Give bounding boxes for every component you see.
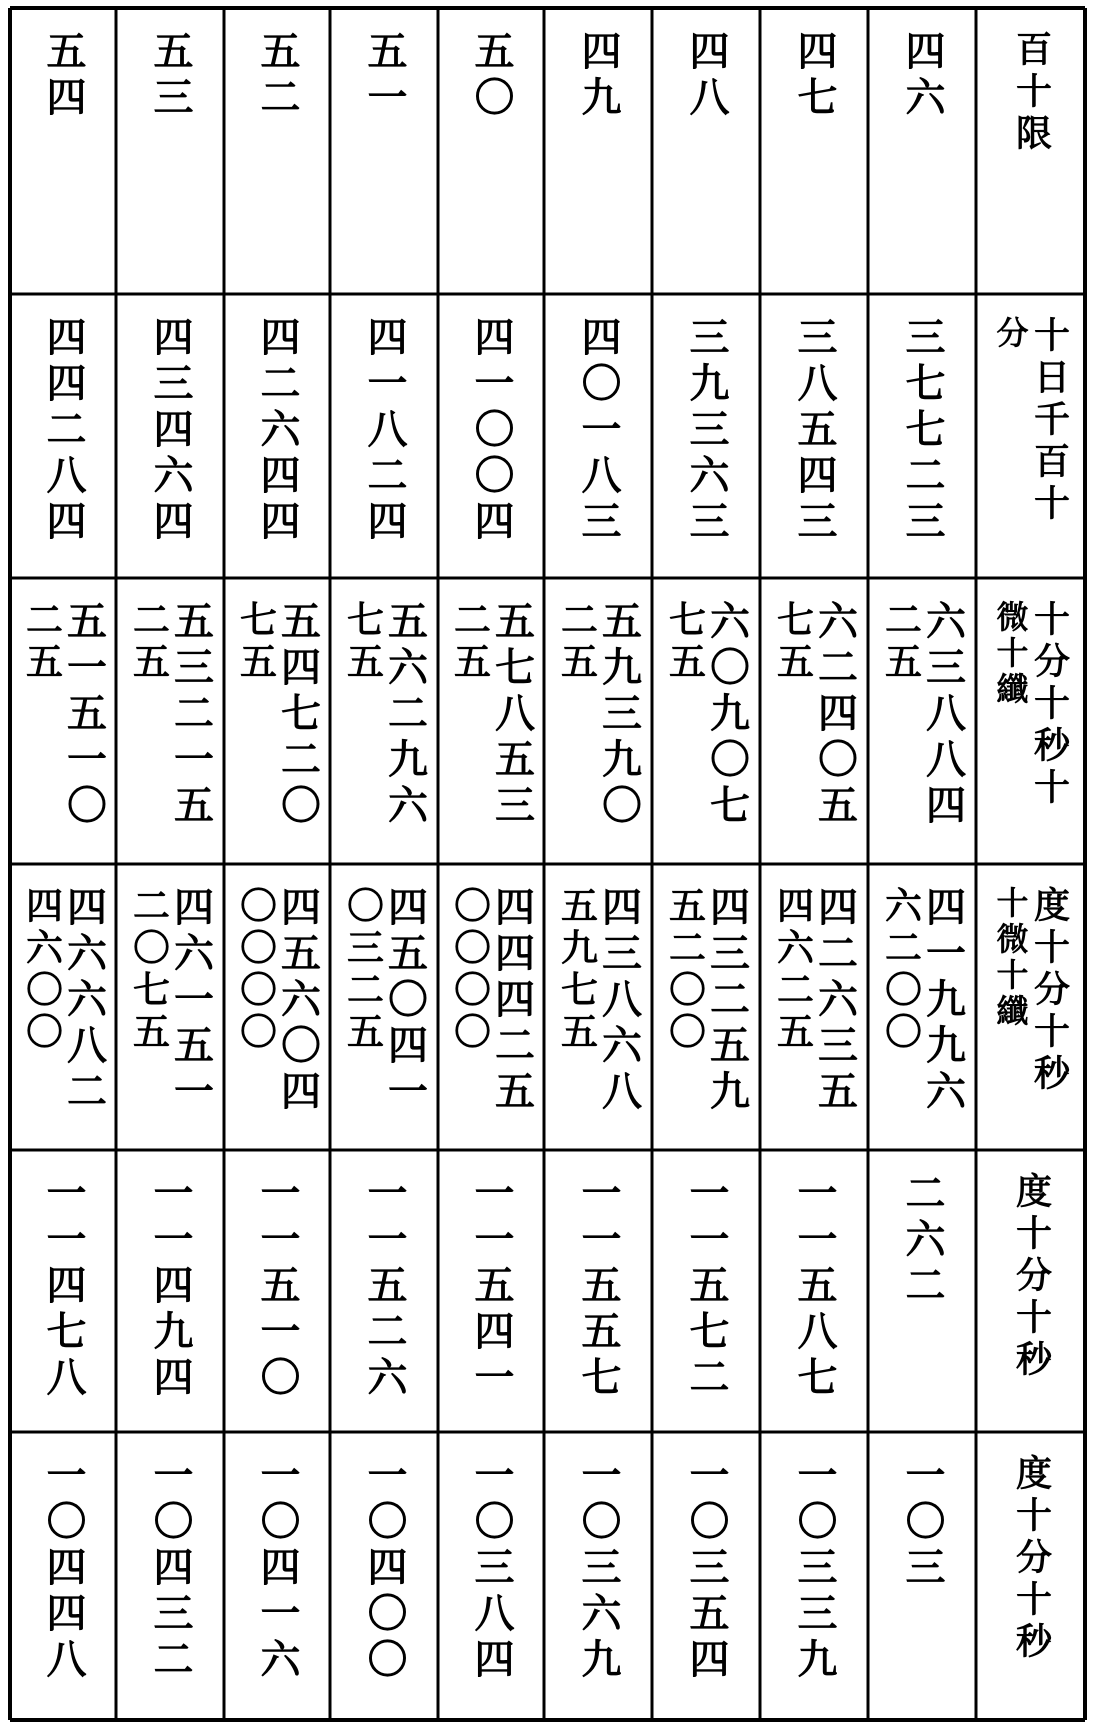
cell-text: 四七 xyxy=(791,30,837,122)
cell-text: 五一 xyxy=(361,30,407,122)
cell-text: 四一九九六 xyxy=(919,886,966,1116)
cell-text: 分 xyxy=(991,316,1030,352)
limit-cell xyxy=(868,8,976,294)
cell-text: 一一五一〇 xyxy=(254,1172,300,1402)
limit-cell xyxy=(760,8,868,294)
cell-text: 四六一五一 xyxy=(167,886,214,1116)
col5-cell xyxy=(868,1150,976,1432)
cell-text: 五七八五三 xyxy=(488,600,535,830)
col6-cell xyxy=(760,1432,868,1720)
col6-cell xyxy=(438,1432,544,1720)
col5-cell xyxy=(652,1150,760,1432)
cell-subtext: 七五 xyxy=(662,600,706,684)
days-cell xyxy=(224,294,330,578)
limit-cell xyxy=(330,8,438,294)
cell-text: 三七七二三 xyxy=(899,316,945,546)
seconds-cell xyxy=(10,578,116,864)
cell-subtext: 六二〇〇 xyxy=(878,886,922,1054)
cell-text: 四三二五九 xyxy=(703,886,750,1116)
days-cell xyxy=(544,294,652,578)
days-cell xyxy=(10,294,116,578)
cell-text: 五四 xyxy=(40,30,86,122)
cell-text: 四一〇〇四 xyxy=(468,316,514,546)
degree-cell xyxy=(224,864,330,1150)
cell-text: 一一五七二 xyxy=(683,1172,729,1402)
cell-text: 十日千百十 xyxy=(1028,316,1070,526)
cell-text: 四四四二五 xyxy=(488,886,535,1116)
cell-text: 四五六〇四 xyxy=(274,886,321,1116)
cell-text: 一一五八七 xyxy=(791,1172,837,1402)
cell-text: 四一八二四 xyxy=(361,316,407,546)
cell-text: 一〇四〇〇 xyxy=(361,1454,407,1684)
cell-text: 十分十秒十 xyxy=(1028,600,1070,810)
cell-text: 四八 xyxy=(683,30,729,122)
seconds-cell xyxy=(116,578,224,864)
cell-subtext: 二〇七五 xyxy=(126,886,170,1054)
cell-subtext: 五二〇〇 xyxy=(662,886,706,1054)
cell-text: 度十分十秒 xyxy=(1010,1454,1052,1664)
header-cell-limit xyxy=(976,8,1085,294)
col5-cell xyxy=(116,1150,224,1432)
cell-subtext: 二五 xyxy=(447,600,491,684)
cell-text: 五九三九〇 xyxy=(595,600,642,830)
days-cell xyxy=(652,294,760,578)
col5-cell xyxy=(760,1150,868,1432)
cell-text: 六〇九〇七 xyxy=(703,600,750,830)
cell-text: 十微十纖 xyxy=(991,886,1030,1030)
cell-text: 五六二九六 xyxy=(381,600,428,830)
col5-cell xyxy=(438,1150,544,1432)
cell-text: 一一五二六 xyxy=(361,1172,407,1402)
cell-text: 四二六四四 xyxy=(254,316,300,546)
limit-cell xyxy=(10,8,116,294)
col6-cell xyxy=(116,1432,224,1720)
cell-subtext: 二五 xyxy=(126,600,170,684)
days-cell xyxy=(116,294,224,578)
col6-cell xyxy=(224,1432,330,1720)
cell-text: 六二四〇五 xyxy=(811,600,858,830)
seconds-cell xyxy=(868,578,976,864)
degree-cell xyxy=(330,864,438,1150)
cell-text: 四〇一八三 xyxy=(575,316,621,546)
seconds-cell xyxy=(224,578,330,864)
limit-cell xyxy=(116,8,224,294)
cell-text: 一〇四四八 xyxy=(40,1454,86,1684)
cell-subtext: 二五 xyxy=(554,600,598,684)
cell-text: 五四七二〇 xyxy=(274,600,321,830)
header-cell-deg xyxy=(976,864,1085,1150)
cell-subtext: 七五 xyxy=(233,600,277,684)
cell-text: 五二 xyxy=(254,30,300,122)
cell-text: 四二六三五 xyxy=(811,886,858,1116)
cell-text: 微十纖 xyxy=(991,600,1030,708)
col6-cell xyxy=(652,1432,760,1720)
cell-text: 一一四九四 xyxy=(147,1172,193,1402)
cell-text: 一〇三五四 xyxy=(683,1454,729,1684)
cell-text: 一〇三 xyxy=(899,1454,945,1592)
cell-text: 四三八六八 xyxy=(595,886,642,1116)
cell-text: 四五〇四一 xyxy=(381,886,428,1116)
limit-cell xyxy=(544,8,652,294)
cell-text: 六三八八四 xyxy=(919,600,966,830)
cell-text: 一〇三八四 xyxy=(468,1454,514,1684)
degree-cell xyxy=(438,864,544,1150)
cell-text: 一〇三三九 xyxy=(791,1454,837,1684)
header-cell-col6 xyxy=(976,1432,1085,1720)
col6-cell xyxy=(330,1432,438,1720)
days-cell xyxy=(760,294,868,578)
cell-text: 一〇四三二 xyxy=(147,1454,193,1684)
seconds-cell xyxy=(760,578,868,864)
col5-cell xyxy=(544,1150,652,1432)
seconds-cell xyxy=(652,578,760,864)
header-cell-secs xyxy=(976,578,1085,864)
limit-cell xyxy=(224,8,330,294)
cell-text: 一一四七八 xyxy=(40,1172,86,1402)
degree-cell xyxy=(760,864,868,1150)
cell-subtext: 五九七五 xyxy=(554,886,598,1054)
cell-text: 五〇 xyxy=(468,30,514,122)
cell-text: 一〇三六九 xyxy=(575,1454,621,1684)
days-cell xyxy=(438,294,544,578)
col6-cell xyxy=(544,1432,652,1720)
degree-cell xyxy=(116,864,224,1150)
cell-text: 四六六八二 xyxy=(60,886,107,1116)
days-cell xyxy=(330,294,438,578)
cell-text: 一一五四一 xyxy=(468,1172,514,1402)
cell-text: 四三四六四 xyxy=(147,316,193,546)
header-cell-days xyxy=(976,294,1085,578)
days-cell xyxy=(868,294,976,578)
col6-cell xyxy=(868,1432,976,1720)
seconds-cell xyxy=(330,578,438,864)
cell-subtext: 七五 xyxy=(340,600,384,684)
cell-text: 百十限 xyxy=(1010,30,1052,156)
col5-cell xyxy=(10,1150,116,1432)
cell-subtext: 二五 xyxy=(19,600,63,684)
cell-text: 一〇四一六 xyxy=(254,1454,300,1684)
col5-cell xyxy=(330,1150,438,1432)
limit-cell xyxy=(438,8,544,294)
cell-text: 三九三六三 xyxy=(683,316,729,546)
cell-text: 五三 xyxy=(147,30,193,122)
col5-cell xyxy=(224,1150,330,1432)
degree-cell xyxy=(868,864,976,1150)
cell-subtext: 七五 xyxy=(770,600,814,684)
cell-text: 三八五四三 xyxy=(791,316,837,546)
seconds-cell xyxy=(544,578,652,864)
cell-text: 度十分十秒 xyxy=(1028,886,1070,1096)
cell-text: 五一五一〇 xyxy=(60,600,107,830)
cell-text: 五三二一五 xyxy=(167,600,214,830)
cell-subtext: 〇三二五 xyxy=(340,886,384,1054)
degree-cell xyxy=(652,864,760,1150)
limit-cell xyxy=(652,8,760,294)
cell-text: 四四二八四 xyxy=(40,316,86,546)
cell-text: 四六 xyxy=(899,30,945,122)
seconds-cell xyxy=(438,578,544,864)
cell-subtext: 四六〇〇 xyxy=(19,886,63,1054)
cell-subtext: 四六二五 xyxy=(770,886,814,1054)
header-cell-col5 xyxy=(976,1150,1085,1432)
col6-cell xyxy=(10,1432,116,1720)
cell-text: 度十分十秒 xyxy=(1010,1172,1052,1382)
cell-text: 四九 xyxy=(575,30,621,122)
cell-subtext: 二五 xyxy=(878,600,922,684)
cell-subtext: 〇〇〇〇 xyxy=(233,886,277,1054)
cell-text: 一一五五七 xyxy=(575,1172,621,1402)
cell-subtext: 〇〇〇〇 xyxy=(447,886,491,1054)
cell-text: 二六二 xyxy=(899,1172,945,1310)
degree-cell xyxy=(544,864,652,1150)
degree-cell xyxy=(10,864,116,1150)
